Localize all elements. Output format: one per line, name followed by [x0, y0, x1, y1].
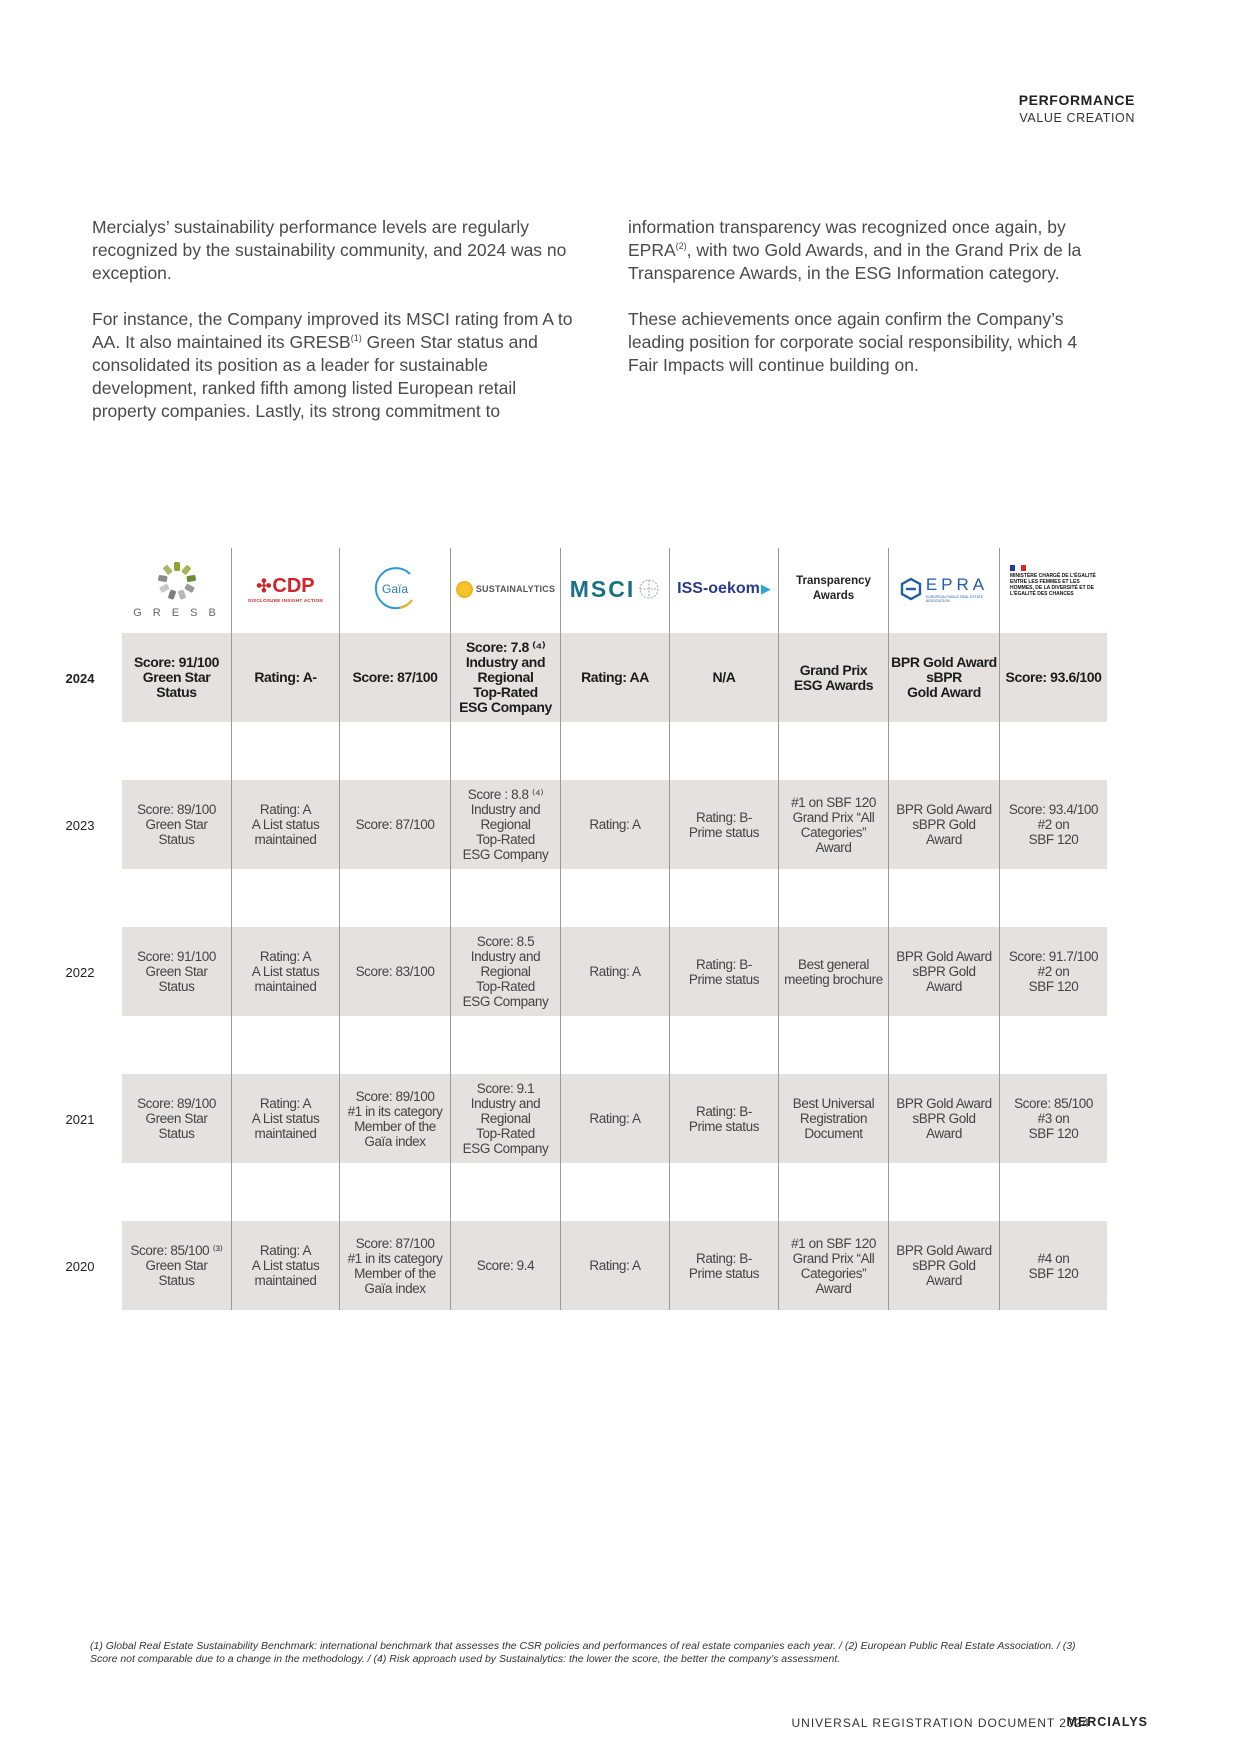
- table-cell: BPR Gold Award sBPR Gold Award: [896, 1243, 992, 1288]
- table-cell: Rating: AA: [581, 669, 649, 685]
- transparency-awards-logo: Transparency Awards: [796, 575, 871, 602]
- table-cell: Rating: A: [589, 1258, 641, 1273]
- table-cell: Rating: B- Prime status: [688, 1250, 760, 1281]
- gaia-logo: [340, 555, 450, 623]
- arrow-right-icon: ▶: [760, 581, 771, 596]
- table-cell: Score: 91/100 Green Star Status: [137, 949, 216, 994]
- table-cell: Best Universal Registration Document: [792, 1096, 875, 1141]
- table-cell: Score: 93.4/100 #2 on SBF 120: [1008, 802, 1099, 847]
- table-cell: Rating: A: [589, 964, 641, 979]
- cdp-wordmark: CDP: [272, 575, 315, 597]
- table-cell: Score: 89/100 #1 in its category Member of the Gaïa index: [347, 1088, 443, 1149]
- table-cell: Score: 89/100 Green Star Status: [137, 802, 216, 847]
- row-year: 2024: [65, 670, 95, 686]
- table-cell: BPR Gold Award sBPR Gold Award: [896, 1096, 992, 1141]
- table-cell: Score: 87/100 #1 in its category Member of the Gaïa index: [347, 1235, 443, 1296]
- table-cell: Score: 85/100 #3 on SBF 120: [1014, 1096, 1093, 1141]
- table-cell: Score: 93.6/100: [1005, 669, 1102, 685]
- epra-mark-icon: [900, 577, 922, 601]
- subsection-title: VALUE CREATION: [1019, 111, 1135, 125]
- table-cell: Score: 91.7/100 #2 on SBF 120: [1008, 949, 1099, 994]
- gresb-wordmark: G R E S B: [133, 607, 220, 619]
- section-title: PERFORMANCE: [1018, 92, 1135, 108]
- intro-paragraph: These achievements once again confirm the Company’s leading position for corporate social responsibility, which 4 Fair Impacts will continue building on.: [628, 309, 1078, 375]
- table-cell: Rating: A A List status maintained: [251, 1096, 320, 1141]
- msci-logo: [561, 555, 669, 623]
- row-year: 2021: [65, 1111, 95, 1127]
- epra-logo: [889, 555, 999, 623]
- table-cell: Score: 91/100 Green Star Status: [133, 654, 220, 700]
- table-cell: Rating: A: [589, 817, 641, 832]
- table-cell: Rating: A A List status maintained: [251, 1243, 320, 1288]
- document-title: UNIVERSAL REGISTRATION DOCUMENT 2024: [791, 1716, 1090, 1730]
- brand-logo: MERCIALYS: [1066, 1715, 1148, 1729]
- msci-wordmark: MSCI: [569, 575, 636, 602]
- iss-wordmark: ISS-oekom: [677, 580, 760, 597]
- table-cell: Score: 89/100 Green Star Status: [137, 1096, 216, 1141]
- table-cell: #1 on SBF 120 Grand Prix “All Categories” Award: [791, 794, 876, 855]
- intro-paragraph: information transparency was recognized once again, by EPRA$^{(2)}$, with two Gold Awards, and in the Grand Prix de la Transparence Awards, in the ESG Information category.: [628, 217, 1082, 283]
- sun-icon: [456, 581, 473, 598]
- table-cell: Score: 83/100: [355, 964, 435, 979]
- table-cell: Rating: A A List status maintained: [251, 802, 320, 847]
- table-cell: Score: 87/100: [352, 669, 438, 685]
- intro-paragraph: For instance, the Company improved its MSCI rating from A to AA. It also maintained its GRESB$^{(1)}$ Green Star status and consolidated its position as a leader for sustainable development, ranked fifth among listed European retail property companies. Lastly, its strong commitment to: [92, 309, 573, 421]
- gresb-wheel-icon: [155, 559, 199, 603]
- sustainalytics-logo: [451, 555, 560, 623]
- gresb-logo: [122, 555, 231, 623]
- table-cell: Rating: B- Prime status: [688, 1103, 760, 1134]
- table-cell: Score: 9.4: [476, 1258, 535, 1273]
- sustainalytics-wordmark: SUSTAINALYTICS: [475, 584, 556, 594]
- gaia-wordmark: Gaïa: [381, 582, 408, 596]
- table-cell: Rating: A: [589, 1111, 641, 1126]
- iss-oekom-logo: [670, 555, 778, 623]
- table-cell: Best general meeting brochure: [784, 956, 883, 987]
- table-cell: #1 on SBF 120 Grand Prix “All Categories” Award: [791, 1235, 876, 1296]
- table-cell: Score: 7.8 ⁽⁴⁾ Industry and Regional Top-Rated ESG Company: [459, 639, 552, 715]
- intro-paragraph: Mercialys’ sustainability performance levels are regularly recognized by the sustainability community, and 2024 was no exception.: [92, 217, 567, 283]
- ministere-logo: [1010, 555, 1110, 623]
- table-cell: Grand Prix ESG Awards: [793, 661, 874, 693]
- table-cell: Rating: A A List status maintained: [251, 949, 320, 994]
- row-year: 2020: [65, 1258, 95, 1274]
- row-year: 2023: [65, 817, 95, 833]
- table-cell: Rating: B- Prime status: [688, 956, 760, 987]
- table-cell: #4 on SBF 120: [1028, 1250, 1079, 1281]
- footnotes: (1) Global Real Estate Sustainability Benchmark: international benchmark that assesses the CSR policies and performances of real estate companies each year. / (2) European Public Real Estate Association. / (3) Score not comparable due to a change in the methodology. / (4) Risk approach used by Sustainalytics: the lower the score, the better the company’s assessment.: [90, 1640, 1076, 1665]
- table-cell: Score: 87/100: [355, 817, 435, 832]
- msci-globe-icon: [638, 578, 660, 600]
- table-cell: Score : 8.8 ⁽⁴⁾ Industry and Regional Top-Rated ESG Company: [462, 787, 549, 862]
- cdp-logo: [232, 555, 339, 623]
- table-cell: Rating: A-: [254, 669, 317, 685]
- table-cell: Rating: B- Prime status: [688, 809, 760, 840]
- table-cell: BPR Gold Award sBPR Gold Award: [891, 654, 997, 700]
- epra-wordmark: EPRA: [925, 575, 989, 594]
- cdp-mark-icon: ✣: [256, 576, 272, 596]
- ministere-text: MINISTÈRE CHARGÉ DE L’ÉGALITÉ ENTRE LES FEMMES ET LES HOMMES, DE LA DIVERSITÉ ET DE L’ÉGALITÉ DES CHANCES: [1010, 573, 1096, 597]
- table-cell: BPR Gold Award sBPR Gold Award: [896, 949, 992, 994]
- footnote-ref: (1): [350, 333, 362, 344]
- table-cell: N/A: [712, 669, 736, 685]
- footnote-ref: (2): [675, 241, 687, 252]
- french-flag-icon: [1010, 565, 1026, 571]
- table-cell: Score: 85/100 ⁽³⁾ Green Star Status: [130, 1243, 223, 1288]
- cdp-tagline: DISCLOSURE INSIGHT ACTION: [248, 598, 323, 603]
- table-cell: Score: 8.5 Industry and Regional Top-Rated ESG Company: [462, 934, 549, 1009]
- table-cell: BPR Gold Award sBPR Gold Award: [896, 802, 992, 847]
- table-cell: Score: 9.1 Industry and Regional Top-Rated ESG Company: [462, 1081, 549, 1156]
- row-year: 2022: [65, 964, 95, 980]
- epra-subtitle: EUROPEAN PUBLIC REAL ESTATE ASSOCIATION: [925, 595, 984, 603]
